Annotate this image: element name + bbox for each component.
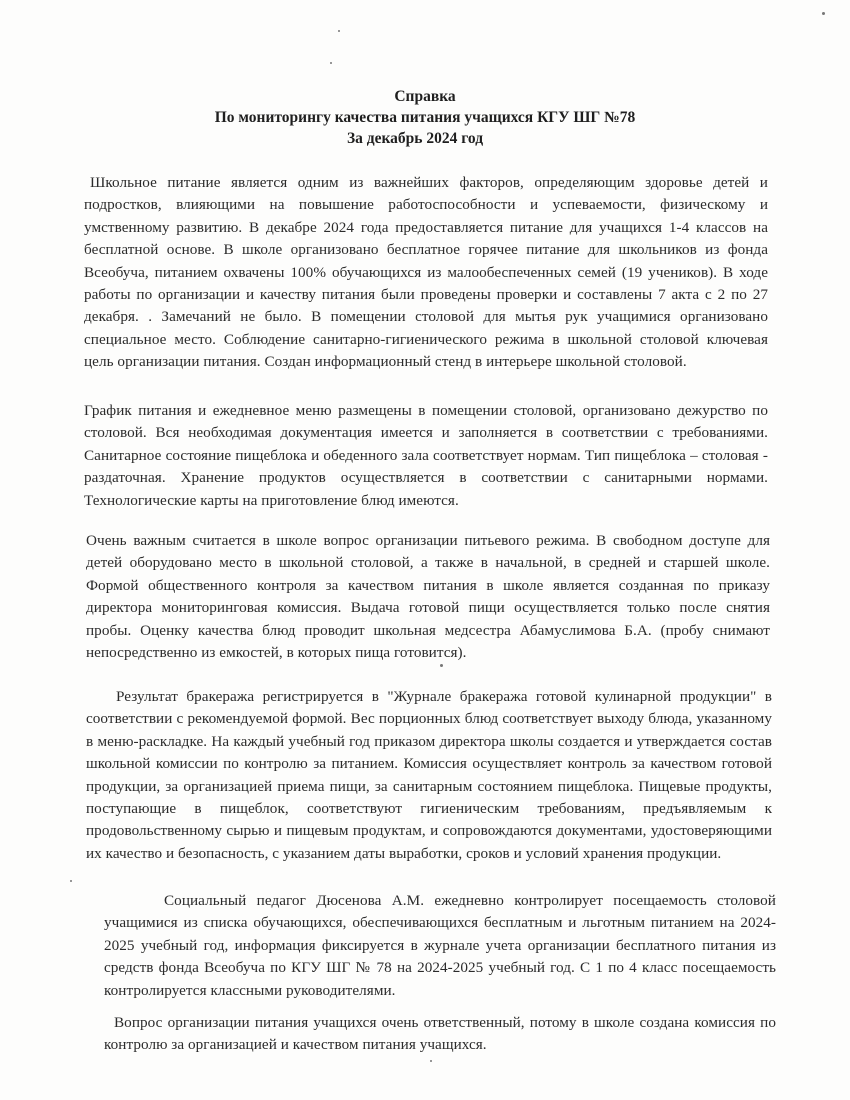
document-title: Справка: [394, 88, 456, 105]
scan-speck: [330, 62, 332, 64]
paragraph-menu-and-documentation: График питания и ежедневное меню размещены в помещении столовой, организовано дежурство по столовой. Вся необходимая документация имеется и заполняется в соответствии с требованиями. Санитарное состояние пищеблока и обеденного зала соответствует нормам. Тип пищеблока – столовая - раздаточная. Хранение продуктов осуществляется в соответствии с санитарными нормами. Технологические карты на приготовление блюд имеются.: [84, 402, 768, 509]
document-header: [0, 86, 850, 149]
paragraph-commission: Вопрос организации питания учащихся очень ответственный, потому в школе создана комиссия по контролю за организацией и качеством питания учащихся.: [104, 1014, 776, 1054]
document-subtitle: По мониторингу качества питания учащихся КГУ ШГ №78: [214, 109, 636, 126]
document-period: За декабрь 2024 год: [346, 130, 484, 147]
paragraph-brakerage-journal: Результат бракеража регистрируется в "Журнале бракеража готовой кулинарной продукции" в соответствии с рекомендуемой формой. Вес порционных блюд соответствует выходу блюда, указанному в меню-раскладке. На каждый учебный год приказом директора школы создается и утверждается состав школьной комиссии по контролю за питанием. Комиссия осуществляет контроль за качеством готовой продукции, за организацией приема пищи, за санитарным состоянием пищеблока. Пищевые продукты, поступающие в пищеблок, соответствуют гигиеническим требованиям, предъявляемым к продовольственному сырью и пищевым продуктам, и сопровождаются документами, удостоверяющими их качество и безопасность, с указанием даты выработки, сроков и условий хранения продукции.: [86, 688, 772, 862]
paragraph-drinking-regime: Очень важным считается в школе вопрос организации питьевого режима. В свободном доступе для детей оборудовано место в школьной столовой, а также в начальной, в средней и старшей школе. Формой общественного контроля за качеством питания в школе является созданная по приказу директора мониторинговая комиссия. Выдача готовой пищи осуществляется только после снятия пробы. Оценку качества блюд проводит школьная медсестра Абамуслимова Б.А. (пробу снимают непосредственно из емкостей, в которых пища готовится).: [86, 532, 770, 662]
scan-speck: [70, 880, 72, 882]
paragraph-school-nutrition: Школьное питание является одним из важнейших факторов, определяющим здоровье детей и подростков, влияющими на повышение работоспособности и успеваемости, физическому и умственному развитию. В декабре 2024 года предоставляется питание для учащихся 1-4 классов на бесплатной основе. В школе организовано бесплатное горячее питание для школьников из фонда Всеобуча, питанием охвачены 100% обучающихся из малообеспеченных семей (19 учеников). В ходе работы по организации и качеству питания были проведены проверки и составлены 7 акта с 2 по 27 декабря. . Замечаний не было. В помещении столовой для мытья рук учащимися организовано специальное место. Соблюдение санитарно-гигиенического режима в школьной столовой ключевая цель организации питания. Создан информационный стенд в интерьере школьной столовой.: [84, 174, 768, 371]
scan-speck: [440, 664, 443, 667]
paragraph-social-pedagogue: Социальный педагог Дюсенова А.М. ежедневно контролирует посещаемость столовой учащимися из списка обучающихся, обеспечивающихся бесплатным и льготным питанием на 2024-2025 учебный год, информация фиксируется в журнале учета организации бесплатного питания из средств фонда Всеобуча по КГУ ШГ № 78 на 2024-2025 учебный год. С 1 по 4 класс посещаемость контролируется классными руководителями.: [104, 892, 776, 999]
scan-speck: [338, 30, 340, 32]
scan-speck: [822, 12, 825, 15]
scan-speck: [430, 1060, 432, 1062]
